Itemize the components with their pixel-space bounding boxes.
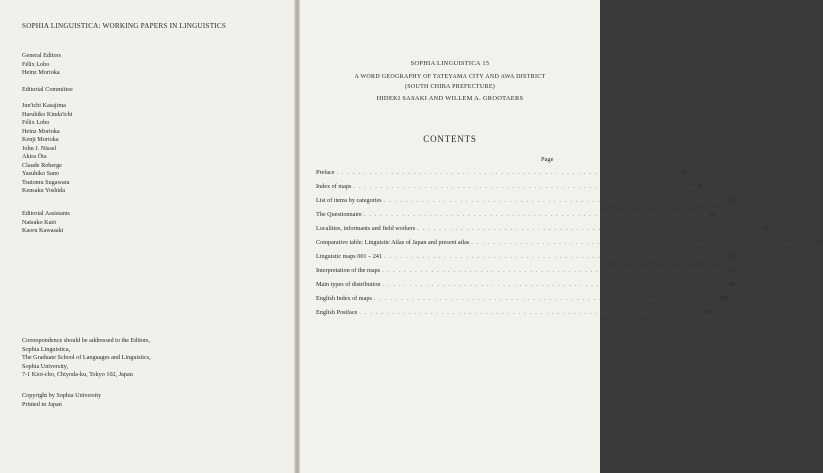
- committee-member: Tsutomu Sugawara: [22, 178, 70, 186]
- toc-entry: [316, 252, 736, 262]
- copyright-line: Copyright by Sophia University: [22, 392, 102, 399]
- toc-entry: [316, 182, 702, 192]
- address-line: Correspondence should be addressed to the Editors,: [22, 337, 151, 344]
- committee-member: Heinz Morioka: [22, 127, 60, 135]
- contents-heading: CONTENTS: [423, 134, 477, 144]
- toc-entry-page: 385: [727, 281, 738, 288]
- leader-dots: . . . . . . . . . . . . . . . . . . . . . . . . . . . . . . . . . . . . . . . . . . . . . . . . . . . . . . . . . . . . . . .: [382, 281, 726, 288]
- committee-member: Félix Lobo: [22, 119, 50, 127]
- assistant-name: Kaoru Kawasaki: [22, 227, 64, 235]
- address-line: 7-1 Kioi-cho, Chiyoda-ku, Tokyo 102, Japan: [22, 371, 133, 379]
- leader-dots: . . . . . . . . . . . . . . . . . . . . . . . . . . . . . . . . . . . . . . . . . . . . . . . . . . . . . . . . . . . . . . .: [363, 211, 708, 218]
- toc-entry-title: Comparative table: Linguistic Atlas of Japan and present atlas: [316, 239, 470, 246]
- toc-entry-page: 25: [762, 225, 769, 232]
- toc-entry-title: Interpretation of the maps: [316, 267, 381, 274]
- committee-member: Akira Ōta: [22, 153, 47, 161]
- toc-entry-page: 33: [816, 239, 823, 246]
- committee-member: Haruhiko Kinda'ichi: [22, 110, 73, 118]
- general-editors-title: General Editors: [22, 52, 62, 59]
- leader-dots: . . . . . . . . . . . . . . . . . . . . . . . . . . . . . . . . . . . . . . . . . . . . . . . . . . . . . . . . . . . . . . .: [373, 295, 718, 302]
- show-through-text: [150, 52, 154, 67]
- committee-list: [22, 102, 72, 196]
- committee-member: Kenji Morioka: [22, 136, 59, 144]
- address-line: Sophia University,: [22, 362, 69, 370]
- toc-entry: [316, 308, 715, 318]
- assistant-name: Natsuko Katō: [22, 218, 57, 226]
- editor-name: Heinz Morioka: [22, 69, 60, 77]
- printed-in-line: Printed in Japan: [22, 400, 62, 408]
- toc-entry-page: 12: [729, 197, 736, 204]
- leader-dots: . . . . . . . . . . . . . . . . . . . . . . . . . . . . . . . . . . . . . . . . . . . . . . . . . . . . . . . . . . . . . . .: [471, 239, 815, 246]
- toc-entry: [316, 224, 769, 234]
- toc-entry: [316, 266, 737, 276]
- committee-member: Jun'ichi Kasajima: [22, 102, 66, 109]
- toc-entry-title: The Questionnaire: [316, 211, 362, 218]
- toc-entry: [316, 280, 738, 290]
- book-title-line-1: A WORD GEOGRAPHY OF TATEYAMA CITY AND AWA DISTRICT: [354, 74, 546, 80]
- address-line: Sophia Linguistica,: [22, 345, 71, 353]
- page-column-label: Page: [541, 156, 554, 163]
- toc-entry: [316, 294, 729, 304]
- committee-member: John J. Nissel: [22, 144, 57, 152]
- toc-entry-page: 15: [709, 211, 716, 218]
- committee-title: Editorial Committee: [22, 86, 73, 93]
- copyright-notice: [22, 392, 101, 409]
- committee-member: Claude Roberge: [22, 161, 62, 169]
- leader-dots: . . . . . . . . . . . . . . . . . . . . . . . . . . . . . . . . . . . . . . . . . . . . . . . . . . . . . . . . . . . . . . .: [383, 197, 727, 204]
- toc-entry-title: Main types of distribution: [316, 281, 381, 288]
- left-page: [0, 0, 296, 473]
- assistants-section: [22, 210, 70, 236]
- toc-entry: [316, 196, 736, 206]
- toc-entry-page: 5: [681, 169, 686, 176]
- leader-dots: . . . . . . . . . . . . . . . . . . . . . . . . . . . . . . . . . . . . . . . . . . . . . . . . . . . . . . . . . . . . . . .: [336, 169, 680, 176]
- toc-entry-title: Localities, informants and field workers: [316, 225, 416, 232]
- committee-member: Kensaku Yoshida: [22, 187, 65, 195]
- toc-entry-page: 277: [727, 267, 737, 274]
- leader-dots: . . . . . . . . . . . . . . . . . . . . . . . . . . . . . . . . . . . . . . . . . . . . . . . . . . . . . . . . . . . . . . .: [384, 253, 728, 260]
- book-title-line-2: (SOUTH CHIBA PREFECTURE): [404, 84, 496, 90]
- toc-entry-page: 395: [704, 309, 715, 316]
- editor-name: Félix Lobo: [22, 60, 50, 68]
- correspondence-address: [22, 337, 151, 380]
- committee-member: Yasuhiko Sano: [22, 170, 60, 178]
- leader-dots: . . . . . . . . . . . . . . . . . . . . . . . . . . . . . . . . . . . . . . . . . . . . . . . . . . . . . . . . . . . . . . .: [353, 183, 697, 190]
- toc-entry-page: 387: [719, 295, 729, 302]
- toc-entry-title: List of items by categories: [316, 197, 382, 204]
- leader-dots: . . . . . . . . . . . . . . . . . . . . . . . . . . . . . . . . . . . . . . . . . . . . . . . . . . . . . . . . . . . . . . .: [359, 309, 703, 316]
- general-editors-section: [22, 52, 61, 78]
- toc-entry: [316, 238, 823, 248]
- leader-dots: . . . . . . . . . . . . . . . . . . . . . . . . . . . . . . . . . . . . . . . . . . . . . . . . . . . . . . . . . . . . . . .: [382, 267, 726, 274]
- toc-entry-page: 35: [729, 253, 736, 260]
- authors: HIDEKI SASAKI AND WILLEM A. GROOTAERS: [376, 95, 524, 102]
- series-number: SOPHIA LINGUISTICA 15: [410, 60, 490, 67]
- leader-dots: . . . . . . . . . . . . . . . . . . . . . . . . . . . . . . . . . . . . . . . . . . . . . . . . . . . . . . . . . . . . . . .: [417, 225, 761, 232]
- toc-entry-title: Preface: [316, 169, 335, 176]
- toc-entry-title: Linguistic maps 001 – 241: [316, 253, 382, 260]
- assistants-title: Editorial Assistants: [22, 210, 70, 217]
- toc-entry-title: English Postface: [316, 309, 358, 316]
- toc-entry: [316, 210, 716, 220]
- toc-entry: [316, 168, 686, 178]
- toc-entry-title: English Index of maps: [316, 295, 372, 302]
- toc-entry-page: 7: [698, 183, 702, 190]
- address-line: The Graduate School of Languages and Linguistics,: [22, 354, 151, 362]
- toc-entry-title: Index of maps: [316, 183, 352, 190]
- running-header: SOPHIA LINGUISTICA: WORKING PAPERS IN LINGUISTICS: [22, 22, 227, 30]
- right-page: [300, 0, 600, 473]
